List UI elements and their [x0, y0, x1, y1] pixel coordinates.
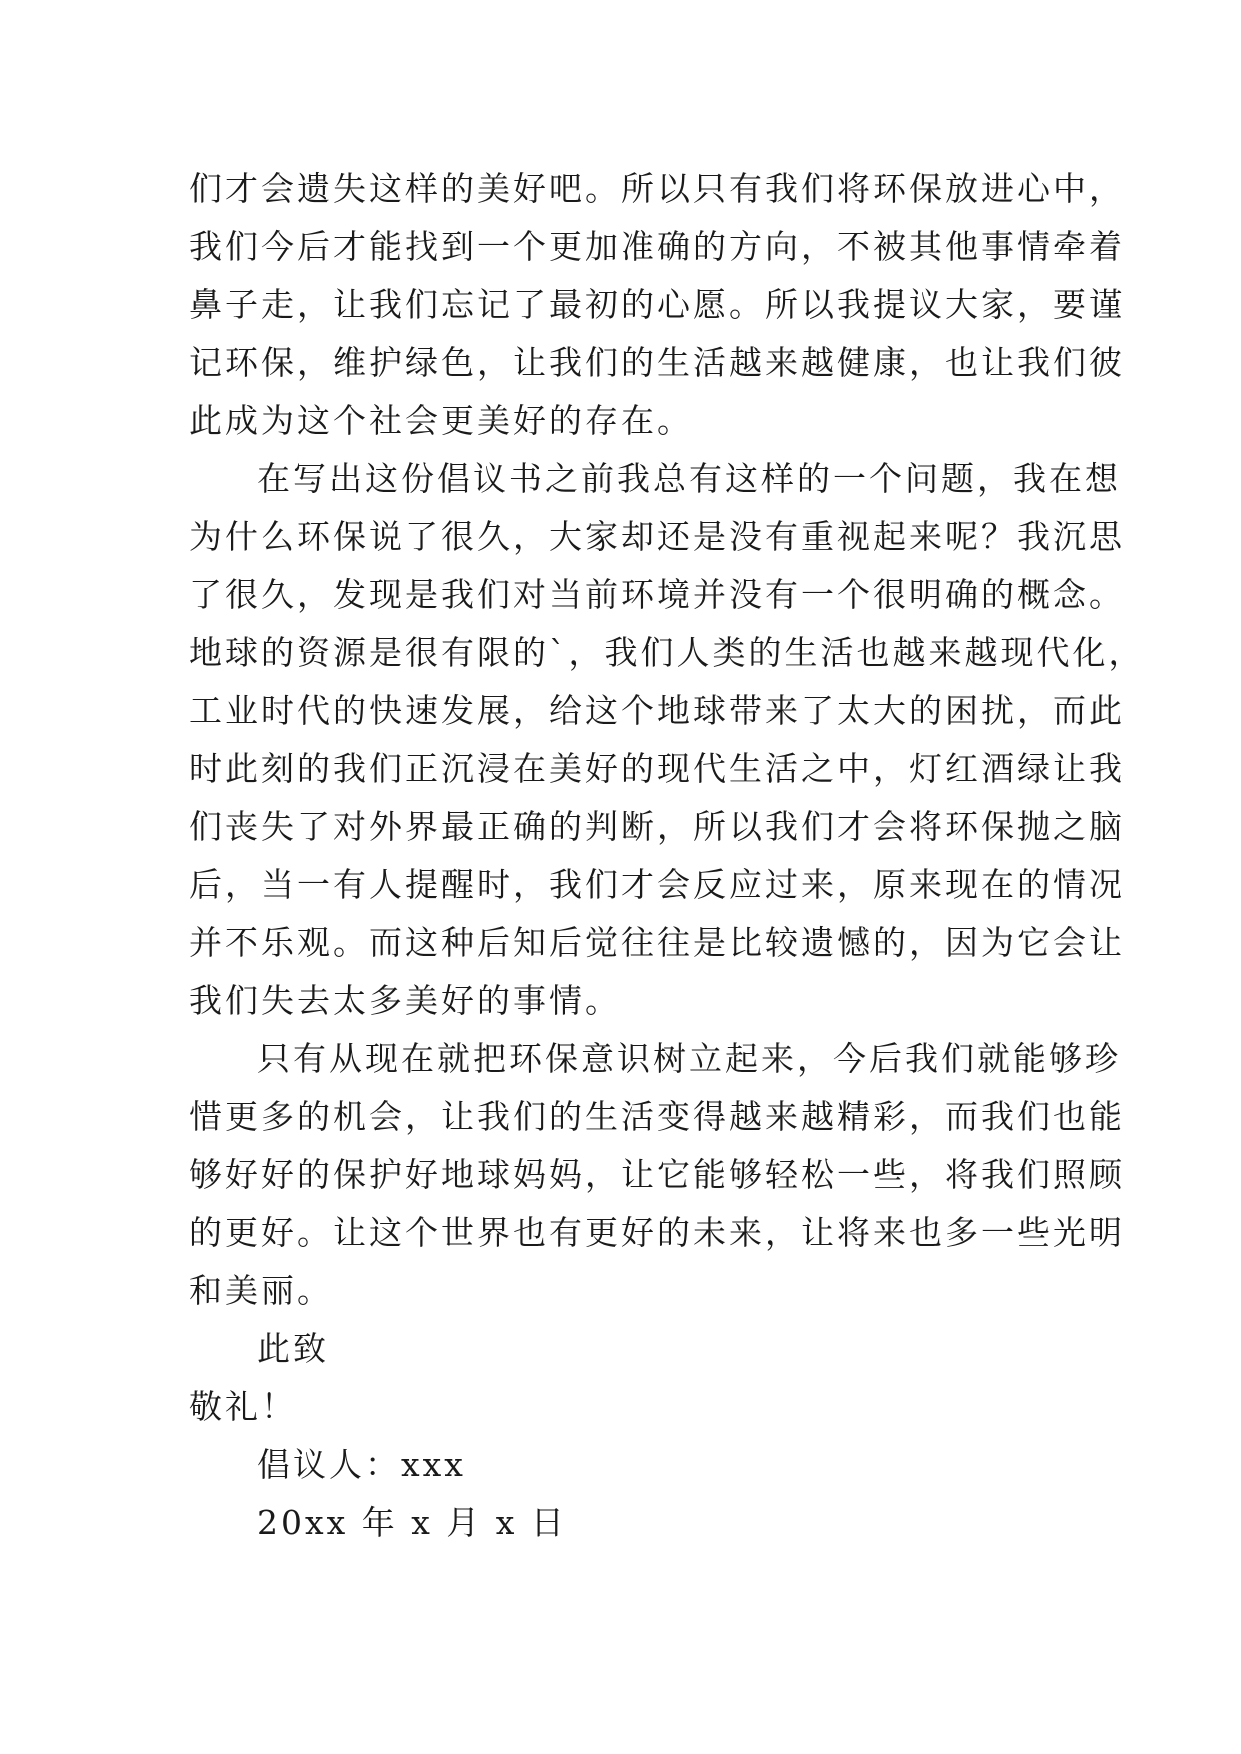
text-line: 的更好。让这个世界也有更好的未来，让将来也多一些光明	[189, 1213, 1125, 1252]
text-line: 鼻子走，让我们忘记了最初的心愿。所以我提议大家，要谨	[189, 285, 1125, 324]
text-line: 并不乐观。而这种后知后觉往往是比较遗憾的，因为它会让	[189, 923, 1125, 962]
date-line: 20xx 年 x 月 x 日	[257, 1503, 567, 1542]
text-line: 此成为这个社会更美好的存在。	[189, 401, 693, 440]
letter-body	[189, 160, 1145, 1552]
paragraph-start-line: 在写出这份倡议书之前我总有这样的一个问题，我在想	[257, 459, 1121, 498]
text-line: 够好好的保护好地球妈妈，让它能够轻松一些，将我们照顾	[189, 1155, 1125, 1194]
text-line: 我们今后才能找到一个更加准确的方向，不被其他事情牵着	[189, 227, 1125, 266]
text-line: 惜更多的机会，让我们的生活变得越来越精彩，而我们也能	[189, 1097, 1125, 1136]
text-line: 为什么环保说了很久，大家却还是没有重视起来呢？我沉思	[189, 517, 1125, 556]
text-line: 记环保，维护绿色，让我们的生活越来越健康，也让我们彼	[189, 343, 1125, 382]
signature-line: 倡议人：xxx	[257, 1445, 466, 1484]
text-line: 工业时代的快速发展，给这个地球带来了太大的困扰，而此	[189, 691, 1125, 730]
text-line: 们才会遗失这样的美好吧。所以只有我们将环保放进心中，	[189, 169, 1125, 208]
text-line: 后，当一有人提醒时，我们才会反应过来，原来现在的情况	[189, 865, 1125, 904]
text-line: 时此刻的我们正沉浸在美好的现代生活之中，灯红酒绿让我	[189, 749, 1125, 788]
text-line: 们丧失了对外界最正确的判断，所以我们才会将环保抛之脑	[189, 807, 1125, 846]
text-line: 我们失去太多美好的事情。	[189, 981, 621, 1020]
closing-phrase: 此致	[257, 1329, 329, 1368]
salutation: 敬礼！	[189, 1387, 297, 1426]
text-line: 了很久，发现是我们对当前环境并没有一个很明确的概念。	[189, 575, 1125, 614]
text-line: 和美丽。	[189, 1271, 333, 1310]
paragraph-start-line: 只有从现在就把环保意识树立起来，今后我们就能够珍	[257, 1039, 1121, 1078]
text-line: 地球的资源是很有限的`，我们人类的生活也越来越现代化，	[189, 633, 1145, 672]
